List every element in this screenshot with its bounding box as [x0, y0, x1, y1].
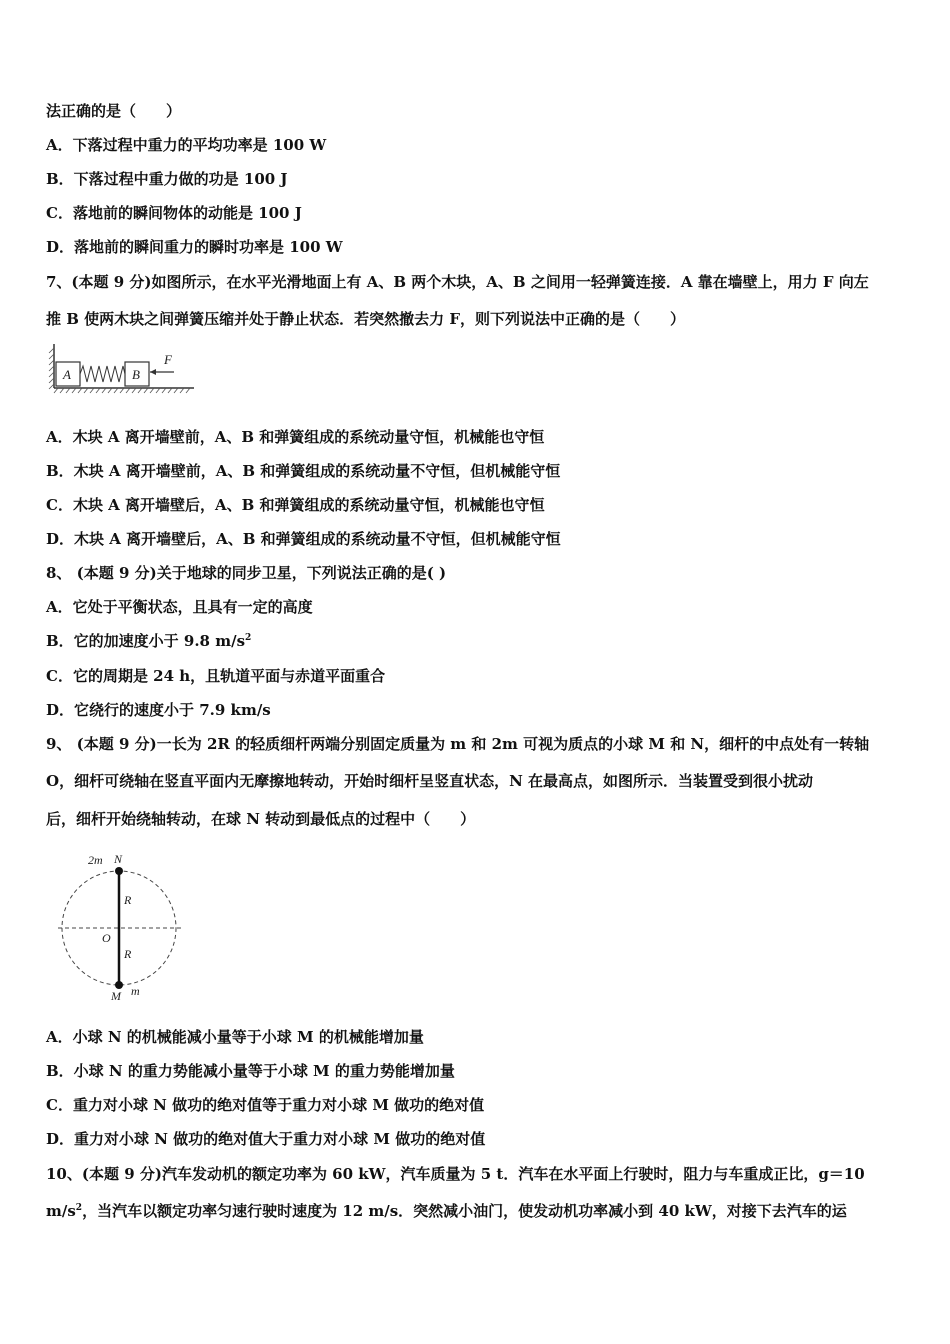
q7-option-a: A．木块 A 离开墙壁前，A、B 和弹簧组成的系统动量守恒，机械能也守恒	[46, 428, 545, 446]
q6-option-b: B．下落过程中重力做的功是 100 J	[46, 170, 288, 188]
q7-option-c: C．木块 A 离开墙壁后，A、B 和弹簧组成的系统动量守恒，机械能也守恒	[46, 496, 545, 514]
q7-option-d: D．木块 A 离开墙壁后，A、B 和弹簧组成的系统动量不守恒，但机械能守恒	[46, 530, 561, 548]
q7-stem-line1: 7、(本题 9 分)如图所示，在水平光滑地面上有 A、B 两个木块，A、B 之间用一轻弹簧连接．A 靠在墙壁上，用力 F 向左	[46, 273, 869, 291]
q10-stem-line2	[46, 1200, 910, 1222]
q8-option-b-text: B．它的加速度小于 9.8 m/s	[46, 632, 246, 650]
q8-stem: 8、 (本题 9 分)关于地球的同步卫星，下列说法正确的是( )	[46, 564, 447, 582]
q8-option-c: C．它的周期是 24 h，且轨道平面与赤道平面重合	[46, 667, 386, 685]
q6-option-c: C．落地前的瞬间物体的动能是 100 J	[46, 204, 302, 222]
mass-2m-label: 2m	[88, 853, 103, 867]
q7-stem-line2: 推 B 使两木块之间弹簧压缩并处于静止状态．若突然撤去力 F，则下列说法中正确的是（ ）	[46, 310, 685, 328]
q9-stem-line1: 9、 (本题 9 分)一长为 2R 的轻质细杆两端分别固定质量为 m 和 2m 可视为质点的小球 M 和 N，细杆的中点处有一转轴	[46, 735, 870, 753]
q6-option-a: A．下落过程中重力的平均功率是 100 W	[46, 136, 327, 154]
q9-option-b: B．小球 N 的重力势能减小量等于小球 M 的重力势能增加量	[46, 1062, 455, 1080]
q9-stem-line3: 后，细杆开始绕轴转动，在球 N 转动到最低点的过程中（ ）	[46, 810, 476, 828]
q9-stem-line2: O，细杆可绕轴在竖直平面内无摩擦地转动，开始时细杆呈竖直状态，N 在最高点，如图所示．当装置受到很小扰动	[46, 772, 814, 790]
radius-bottom-label: R	[124, 947, 132, 961]
q9-option-c: C．重力对小球 N 做功的绝对值等于重力对小球 M 做功的绝对值	[46, 1096, 485, 1114]
spring	[80, 366, 125, 382]
mass-m-label: m	[131, 984, 140, 998]
q10-stem-line2-sup: 2	[75, 1203, 83, 1213]
q6-option-d: D．落地前的瞬间重力的瞬时功率是 100 W	[46, 238, 343, 256]
q6-stem-tail: 法正确的是（ ）	[46, 102, 182, 120]
q10-stem-line1: 10、(本题 9 分)汽车发动机的额定功率为 60 kW，汽车质量为 5 t．汽车在水平面上行驶时，阻力与车重成正比，g＝10	[46, 1165, 865, 1183]
rotating-rod-figure	[56, 848, 196, 1008]
block-b-label: B	[132, 367, 140, 382]
q10-stem-line2-a: m/s	[46, 1202, 76, 1220]
q8-option-d: D．它绕行的速度小于 7.9 km/s	[46, 701, 271, 719]
ball-m-label: M	[111, 989, 121, 1003]
pivot-o-label: O	[102, 931, 111, 945]
q7-option-b: B．木块 A 离开墙壁前，A、B 和弹簧组成的系统动量不守恒，但机械能守恒	[46, 462, 561, 480]
force-label: F	[164, 352, 172, 367]
ball-n	[115, 867, 123, 875]
q8-option-b-sup: 2	[245, 633, 252, 643]
q8-option-a: A．它处于平衡状态，且具有一定的高度	[46, 598, 313, 616]
ball-m	[115, 981, 123, 989]
block-a-label: A	[63, 367, 71, 382]
q9-option-d: D．重力对小球 N 做功的绝对值大于重力对小球 M 做功的绝对值	[46, 1130, 486, 1148]
q9-option-a: A．小球 N 的机械能减小量等于小球 M 的机械能增加量	[46, 1028, 424, 1046]
ball-n-label: N	[114, 852, 123, 866]
radius-top-label: R	[124, 893, 132, 907]
q10-stem-line2-b: ，当汽车以额定功率匀速行驶时速度为 12 m/s．突然减小油门，使发动机功率减小到 40 kW，对接下去汽车的运	[82, 1202, 847, 1220]
spring-blocks-figure	[46, 340, 206, 396]
force-arrow-head	[150, 369, 156, 375]
q8-option-b	[46, 630, 910, 652]
